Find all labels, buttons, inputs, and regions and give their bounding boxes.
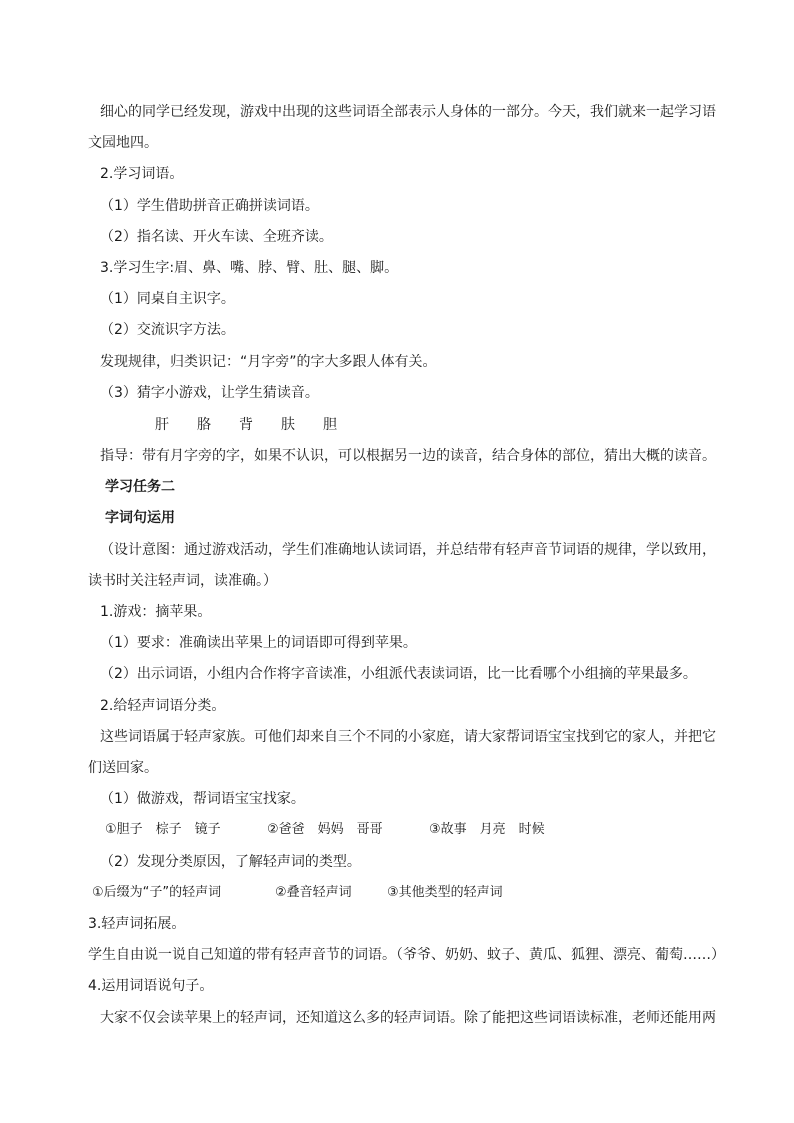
design-intent-line-1: （设计意图：通过游戏活动，学生们准确地认读词语，并总结带有轻声音节词语的规律，学以致用， bbox=[100, 542, 716, 558]
extension-heading: 3.轻声词拓展。 bbox=[88, 916, 186, 932]
classify-paragraph-line-1: 这些词语属于轻声家族。可他们却来自三个不同的小家庭，请大家帮词语宝宝找到它的家人，并把它 bbox=[100, 729, 716, 745]
guess-char: 胆 bbox=[323, 417, 337, 433]
step-2-heading: 2.学习词语。 bbox=[100, 166, 184, 182]
game-1-heading: 1.游戏：摘苹果。 bbox=[100, 604, 212, 620]
word-group: ②爸爸 妈妈 哥哥 bbox=[267, 822, 383, 837]
design-intent-line-2: 读书时关注轻声词，读准确。） bbox=[88, 573, 277, 589]
paragraph-intro-line-1: 细心的同学已经发现，游戏中出现的这些词语全部表示人身体的一部分。今天，我们就来一起学习语 bbox=[100, 104, 716, 120]
game-1-item-1: （1）要求：准确读出苹果上的词语即可得到苹果。 bbox=[100, 635, 417, 651]
word-group: ③故事 月亮 时候 bbox=[429, 822, 545, 837]
word-type: ②叠音轻声词 bbox=[275, 885, 352, 900]
rule-text: 发现规律，归类识记：“月字旁”的字大多跟人体有关。 bbox=[100, 354, 437, 370]
game-1-item-2: （2）出示词语，小组内合作将字音读准，小组派代表读词语，比一比看哪个小组摘的苹果最多。 bbox=[100, 666, 697, 682]
step-3-item-2: （2）交流识字方法。 bbox=[100, 322, 235, 338]
word-type: ③其他类型的轻声词 bbox=[387, 885, 503, 900]
sentence-paragraph: 大家不仅会读苹果上的轻声词，还知道这么多的轻声词语。除了能把这些词语读标准，老师还能用两 bbox=[100, 1010, 716, 1026]
extension-paragraph: 学生自由说一说自己知道的带有轻声音节的词语。（爷爷、奶奶、蚊子、黄瓜、狐狸、漂亮、葡萄……） bbox=[88, 947, 725, 963]
guess-char: 胳 bbox=[197, 417, 211, 433]
word-type: ①后缀为“子”的轻声词 bbox=[92, 885, 222, 900]
step-3-item-3: （3）猜字小游戏，让学生猜读音。 bbox=[100, 385, 319, 401]
word-groups bbox=[105, 820, 545, 840]
classify-heading: 2.给轻声词语分类。 bbox=[100, 698, 226, 714]
guess-char: 肤 bbox=[281, 417, 295, 433]
guess-char: 背 bbox=[239, 417, 253, 433]
sentence-heading: 4.运用词语说句子。 bbox=[88, 978, 214, 994]
step-2-item-1: （1）学生借助拼音正确拼读词语。 bbox=[100, 198, 319, 214]
word-group: ①胆子 棕子 镜子 bbox=[105, 822, 221, 837]
classify-paragraph-line-2: 们送回家。 bbox=[88, 760, 158, 776]
word-types bbox=[92, 883, 503, 903]
guess-characters bbox=[155, 415, 365, 435]
task-2-subtitle: 字词句运用 bbox=[105, 510, 175, 526]
step-2-item-2: （2）指名读、开火车读、全班齐读。 bbox=[100, 229, 333, 245]
paragraph-intro-line-2: 文园地四。 bbox=[88, 135, 158, 151]
step-3-heading: 3.学习生字:眉、鼻、嘴、脖、臂、肚、腿、脚。 bbox=[100, 260, 399, 276]
guide-text: 指导：带有月字旁的字，如果不认识，可以根据另一边的读音，结合身体的部位，猜出大概的读音。 bbox=[100, 448, 716, 464]
guess-char: 肝 bbox=[155, 417, 169, 433]
classify-item-2: （2）发现分类原因，了解轻声词的类型。 bbox=[100, 854, 361, 870]
task-2-title: 学习任务二 bbox=[105, 479, 175, 495]
classify-item-1: （1）做游戏，帮词语宝宝找家。 bbox=[100, 791, 305, 807]
step-3-item-1: （1）同桌自主识字。 bbox=[100, 291, 235, 307]
